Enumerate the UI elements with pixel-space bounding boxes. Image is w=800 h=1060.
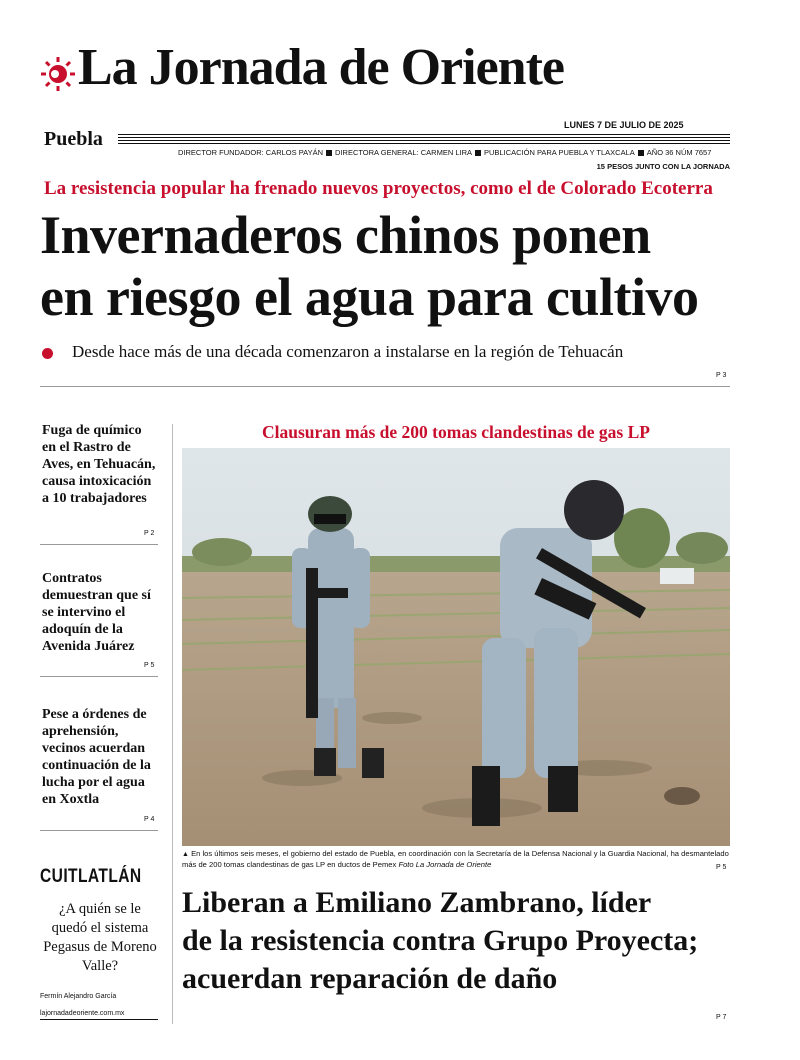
separator-square-icon [326, 150, 332, 156]
price-note: 15 PESOS JUNTO CON LA JORNADA [596, 162, 730, 171]
column-divider [172, 424, 173, 1024]
main-headline-line: Invernaderos chinos ponen [40, 205, 651, 265]
photo-story-page-ref: P 5 [716, 864, 727, 871]
sidebar-story-2-page: P 5 [144, 662, 155, 669]
sidebar-story-3[interactable]: Pese a órdenes de aprehensión, vecinos acuerdan continuación de la lucha por el agua en Xoxtla [42, 707, 151, 807]
credit-publication: PUBLICACIÓN PARA PUEBLA Y TLAXCALA [484, 148, 635, 157]
caption-text: En los últimos seis meses, el gobierno del estado de Puebla, en coordinación con la Secretaría de la Defensa Nacional y la Guardia Nacional, ha desmantelado más de 200 tomas clandestinas de gas LP en ductos de Pemex [182, 849, 729, 869]
cartoon-title[interactable]: CUITLATLÁN [40, 866, 142, 887]
sidebar-divider [40, 676, 158, 677]
photo-story-headline[interactable]: Clausuran más de 200 tomas clandestinas de gas LP [262, 422, 650, 442]
sidebar-divider [40, 544, 158, 545]
edition-name: Puebla [44, 128, 103, 150]
separator-square-icon [638, 150, 644, 156]
credit-director: DIRECTORA GENERAL: CARMEN LIRA [335, 148, 473, 157]
second-headline-line: de la resistencia contra Grupo Proyecta; [182, 924, 699, 957]
news-photo[interactable] [182, 448, 730, 846]
red-bullet-icon [42, 348, 53, 359]
website-url[interactable]: lajornadadeoriente.com.mx [40, 1010, 158, 1020]
section-divider [40, 386, 730, 387]
masthead-divider [118, 134, 730, 144]
main-headline[interactable] [40, 204, 740, 328]
masthead-title[interactable]: La Jornada de Oriente [78, 39, 564, 96]
cartoon-question[interactable]: ¿A quién se le quedó el sistema Pegasus de Moreno Valle? [43, 901, 157, 974]
cartoon-author: Fermín Alejandro García [40, 993, 117, 1000]
main-story-kicker[interactable]: La resistencia popular ha frenado nuevos proyectos, como el de Colorado Ecoterra [44, 178, 713, 199]
main-story-summary[interactable]: Desde hace más de una década comenzaron a instalarse en la región de Tehuacán [72, 342, 624, 361]
credit-founder: DIRECTOR FUNDADOR: CARLOS PAYÁN [178, 148, 324, 157]
second-headline[interactable] [182, 884, 742, 998]
sidebar-story-1[interactable]: Fuga de químico en el Rastro de Aves, en Tehuacán, causa intoxicación a 10 trabajadores [42, 423, 156, 506]
masthead-credits [178, 148, 730, 157]
main-story-page-ref: P 3 [716, 372, 727, 379]
sidebar-divider [40, 830, 158, 831]
second-story-page-ref: P 7 [716, 1014, 727, 1021]
sidebar-story-2[interactable]: Contratos demuestran que sí se intervino el adoquín de la Avenida Juárez [42, 571, 151, 654]
second-headline-line: acuerdan reparación de daño [182, 962, 558, 995]
sidebar-story-3-page: P 4 [144, 816, 155, 823]
sun-logo-icon [40, 56, 76, 92]
caption-triangle-icon: ▲ [182, 851, 189, 858]
separator-square-icon [475, 150, 481, 156]
photo-caption [182, 849, 730, 870]
credit-issue-number: AÑO 36 NÚM 7657 [646, 148, 712, 157]
photo-credit: Foto La Jornada de Oriente [398, 860, 492, 869]
issue-date: LUNES 7 DE JULIO DE 2025 [560, 120, 688, 130]
second-headline-line: Liberan a Emiliano Zambrano, líder [182, 886, 652, 919]
main-headline-line: en riesgo el agua para cultivo [40, 267, 699, 327]
sidebar-story-1-page: P 2 [144, 530, 155, 537]
